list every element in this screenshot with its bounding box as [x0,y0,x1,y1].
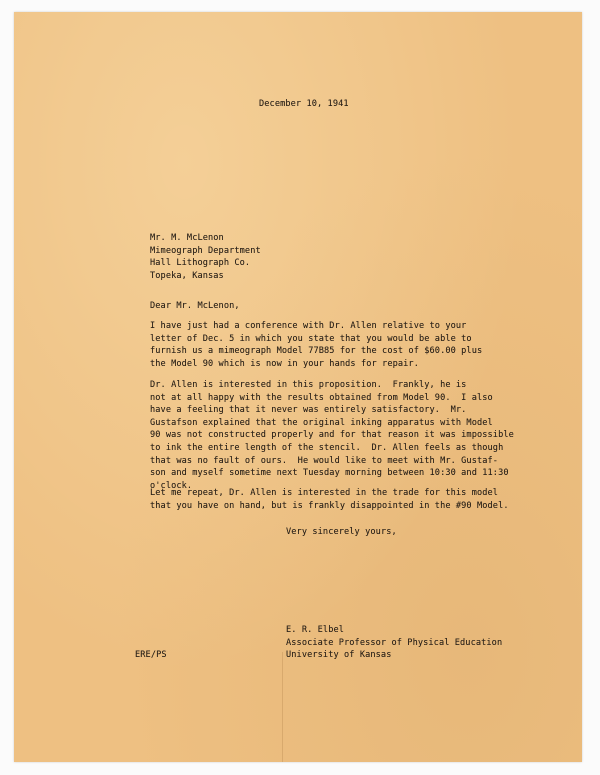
letter-date: December 10, 1941 [259,99,349,109]
text-line: that you have on hand, but is frankly disappointed in the #90 Model. [150,500,509,511]
paper-fold-mark [282,652,317,762]
recipient-line: Mr. M. McLenon [150,233,224,243]
text-line: the Model 90 which is now in your hands for repair. [150,358,419,369]
letter-page [14,12,582,762]
salutation: Dear Mr. McLenon, [150,301,240,311]
text-line: o'clock. [150,480,193,491]
text-line: Gustafson explained that the original inking apparatus with Model [150,417,493,428]
recipient-line: Hall Lithograph Co. [150,258,251,269]
signer-name: E. R. Elbel [286,625,345,635]
recipient-line: Topeka, Kansas [150,270,224,281]
text-line: 90 was not constructed properly and for that reason it was impossible [150,430,514,441]
recipient-address [150,232,261,282]
text-line: letter of Dec. 5 in which you state that you would be able to [150,333,472,344]
body-paragraph-3 [150,487,509,512]
text-line: not at all happy with the results obtained from Model 90. I also [150,392,493,403]
text-line: furnish us a mimeograph Model 77B85 for the cost of $60.00 plus [150,346,483,357]
text-line: to ink the entire length of the stencil. Dr. Allen feels as though [150,442,504,453]
closing: Very sincerely yours, [286,527,397,537]
text-line: Dr. Allen is interested in this proposition. Frankly, he is [150,380,467,390]
text-line: that was no fault of ours. He would like to meet with Mr. Gustaf- [150,455,499,466]
text-line: son and myself sometime next Tuesday morning between 10:30 and 11:30 [150,468,509,479]
body-paragraph-2 [150,379,514,492]
text-line: I have just had a conference with Dr. Allen relative to your [150,321,467,331]
signer-institution: University of Kansas [286,650,392,661]
typist-initials: ERE/PS [135,650,167,660]
signature-block [286,624,502,662]
recipient-line: Mimeograph Department [150,245,261,256]
text-line: Let me repeat, Dr. Allen is interested in the trade for this model [150,488,499,498]
signer-title: Associate Professor of Physical Education [286,637,503,648]
body-paragraph-1 [150,320,482,370]
text-line: have a feeling that it never was entirely satisfactory. Mr. [150,405,467,416]
